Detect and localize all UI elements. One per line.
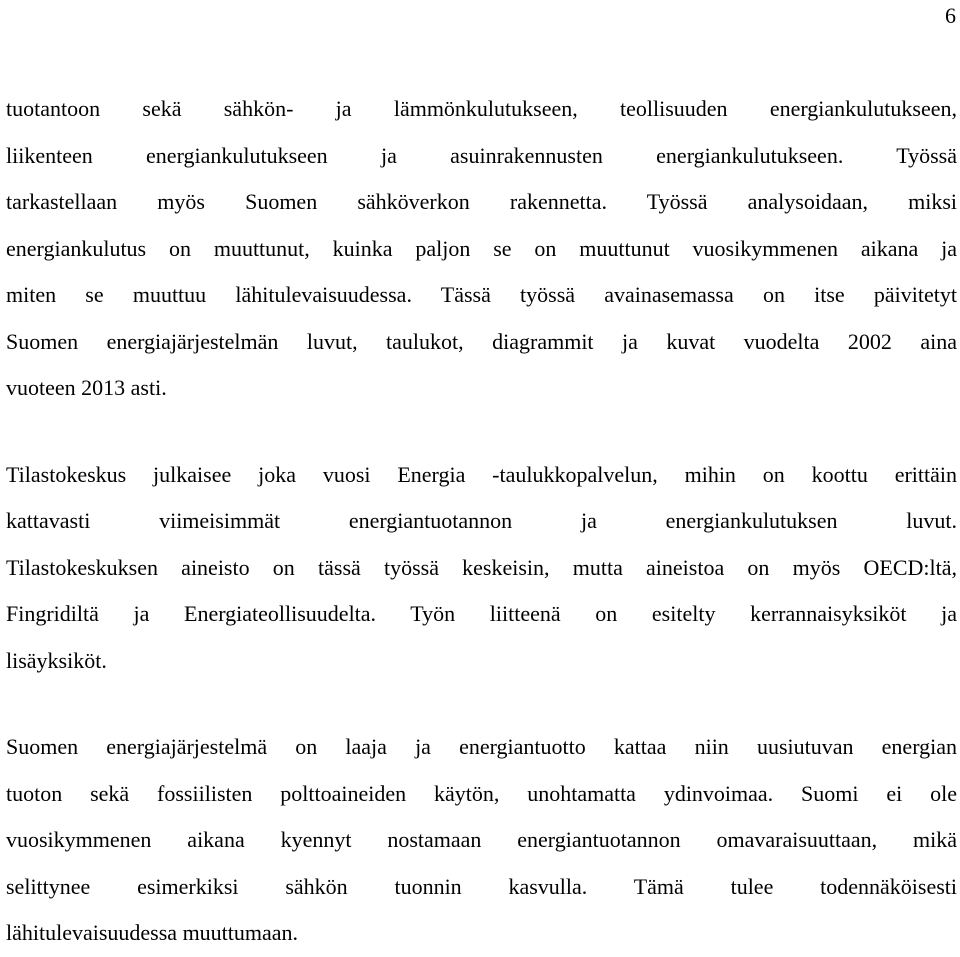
- paragraph-scope: [6, 86, 957, 412]
- text-line: energiankulutus on muuttunut, kuinka paljon se on muuttunut vuosikymmenen aikana ja: [6, 235, 957, 261]
- text-line: kattavasti viimeisimmät energiantuotannon ja energiankulutuksen luvut.: [6, 508, 957, 533]
- paragraph-energy-system: [6, 724, 957, 957]
- text-line: miten se muuttuu lähitulevaisuudessa. Tässä työssä avainasemassa on itse päivitetyt: [6, 282, 957, 307]
- text-line: Fingridiltä ja Energiateollisuudelta. Työn liitteenä on esitelty kerrannaisyksiköt ja: [6, 601, 957, 626]
- text-line: liikenteen energiankulutukseen ja asuinrakennusten energiankulutukseen. Työssä: [6, 142, 957, 168]
- text-line: Tilastokeskus julkaisee joka vuosi Energia -taulukkopalvelun, mihin on koottu erittäin: [6, 461, 957, 487]
- text-line: Suomen energiajärjestelmä on laaja ja energiantuotto kattaa niin uusiutuvan energian: [6, 734, 957, 759]
- text-line: tuoton sekä fossiilisten polttoaineiden käytön, unohtamatta ydinvoimaa. Suomi ei ole: [6, 780, 957, 806]
- page-number: 6: [945, 3, 956, 28]
- text-line: tuotantoon sekä sähkön- ja lämmönkulutukseen, teollisuuden energiankulutukseen,: [6, 96, 957, 121]
- text-line: tarkastellaan myös Suomen sähköverkon rakennetta. Työssä analysoidaan, miksi: [6, 189, 957, 214]
- text-line: Tilastokeskuksen aineisto on tässä työssä keskeisin, mutta aineistoa on myös OECD:ltä,: [6, 554, 957, 580]
- text-line: Suomen energiajärjestelmän luvut, taulukot, diagrammit ja kuvat vuodelta 2002 aina: [6, 328, 957, 354]
- text-line: selittynee esimerkiksi sähkön tuonnin kasvulla. Tämä tulee todennäköisesti: [6, 873, 957, 899]
- text-line: vuoteen 2013 asti.: [6, 375, 167, 400]
- body-text: [6, 86, 957, 957]
- text-line: vuosikymmenen aikana kyennyt nostamaan energiantuotannon omavaraisuuttaan, mikä: [6, 827, 957, 852]
- text-line: lähitulevaisuudessa muuttumaan.: [6, 920, 299, 945]
- text-line: lisäyksiköt.: [6, 647, 107, 673]
- paragraph-sources: [6, 452, 957, 685]
